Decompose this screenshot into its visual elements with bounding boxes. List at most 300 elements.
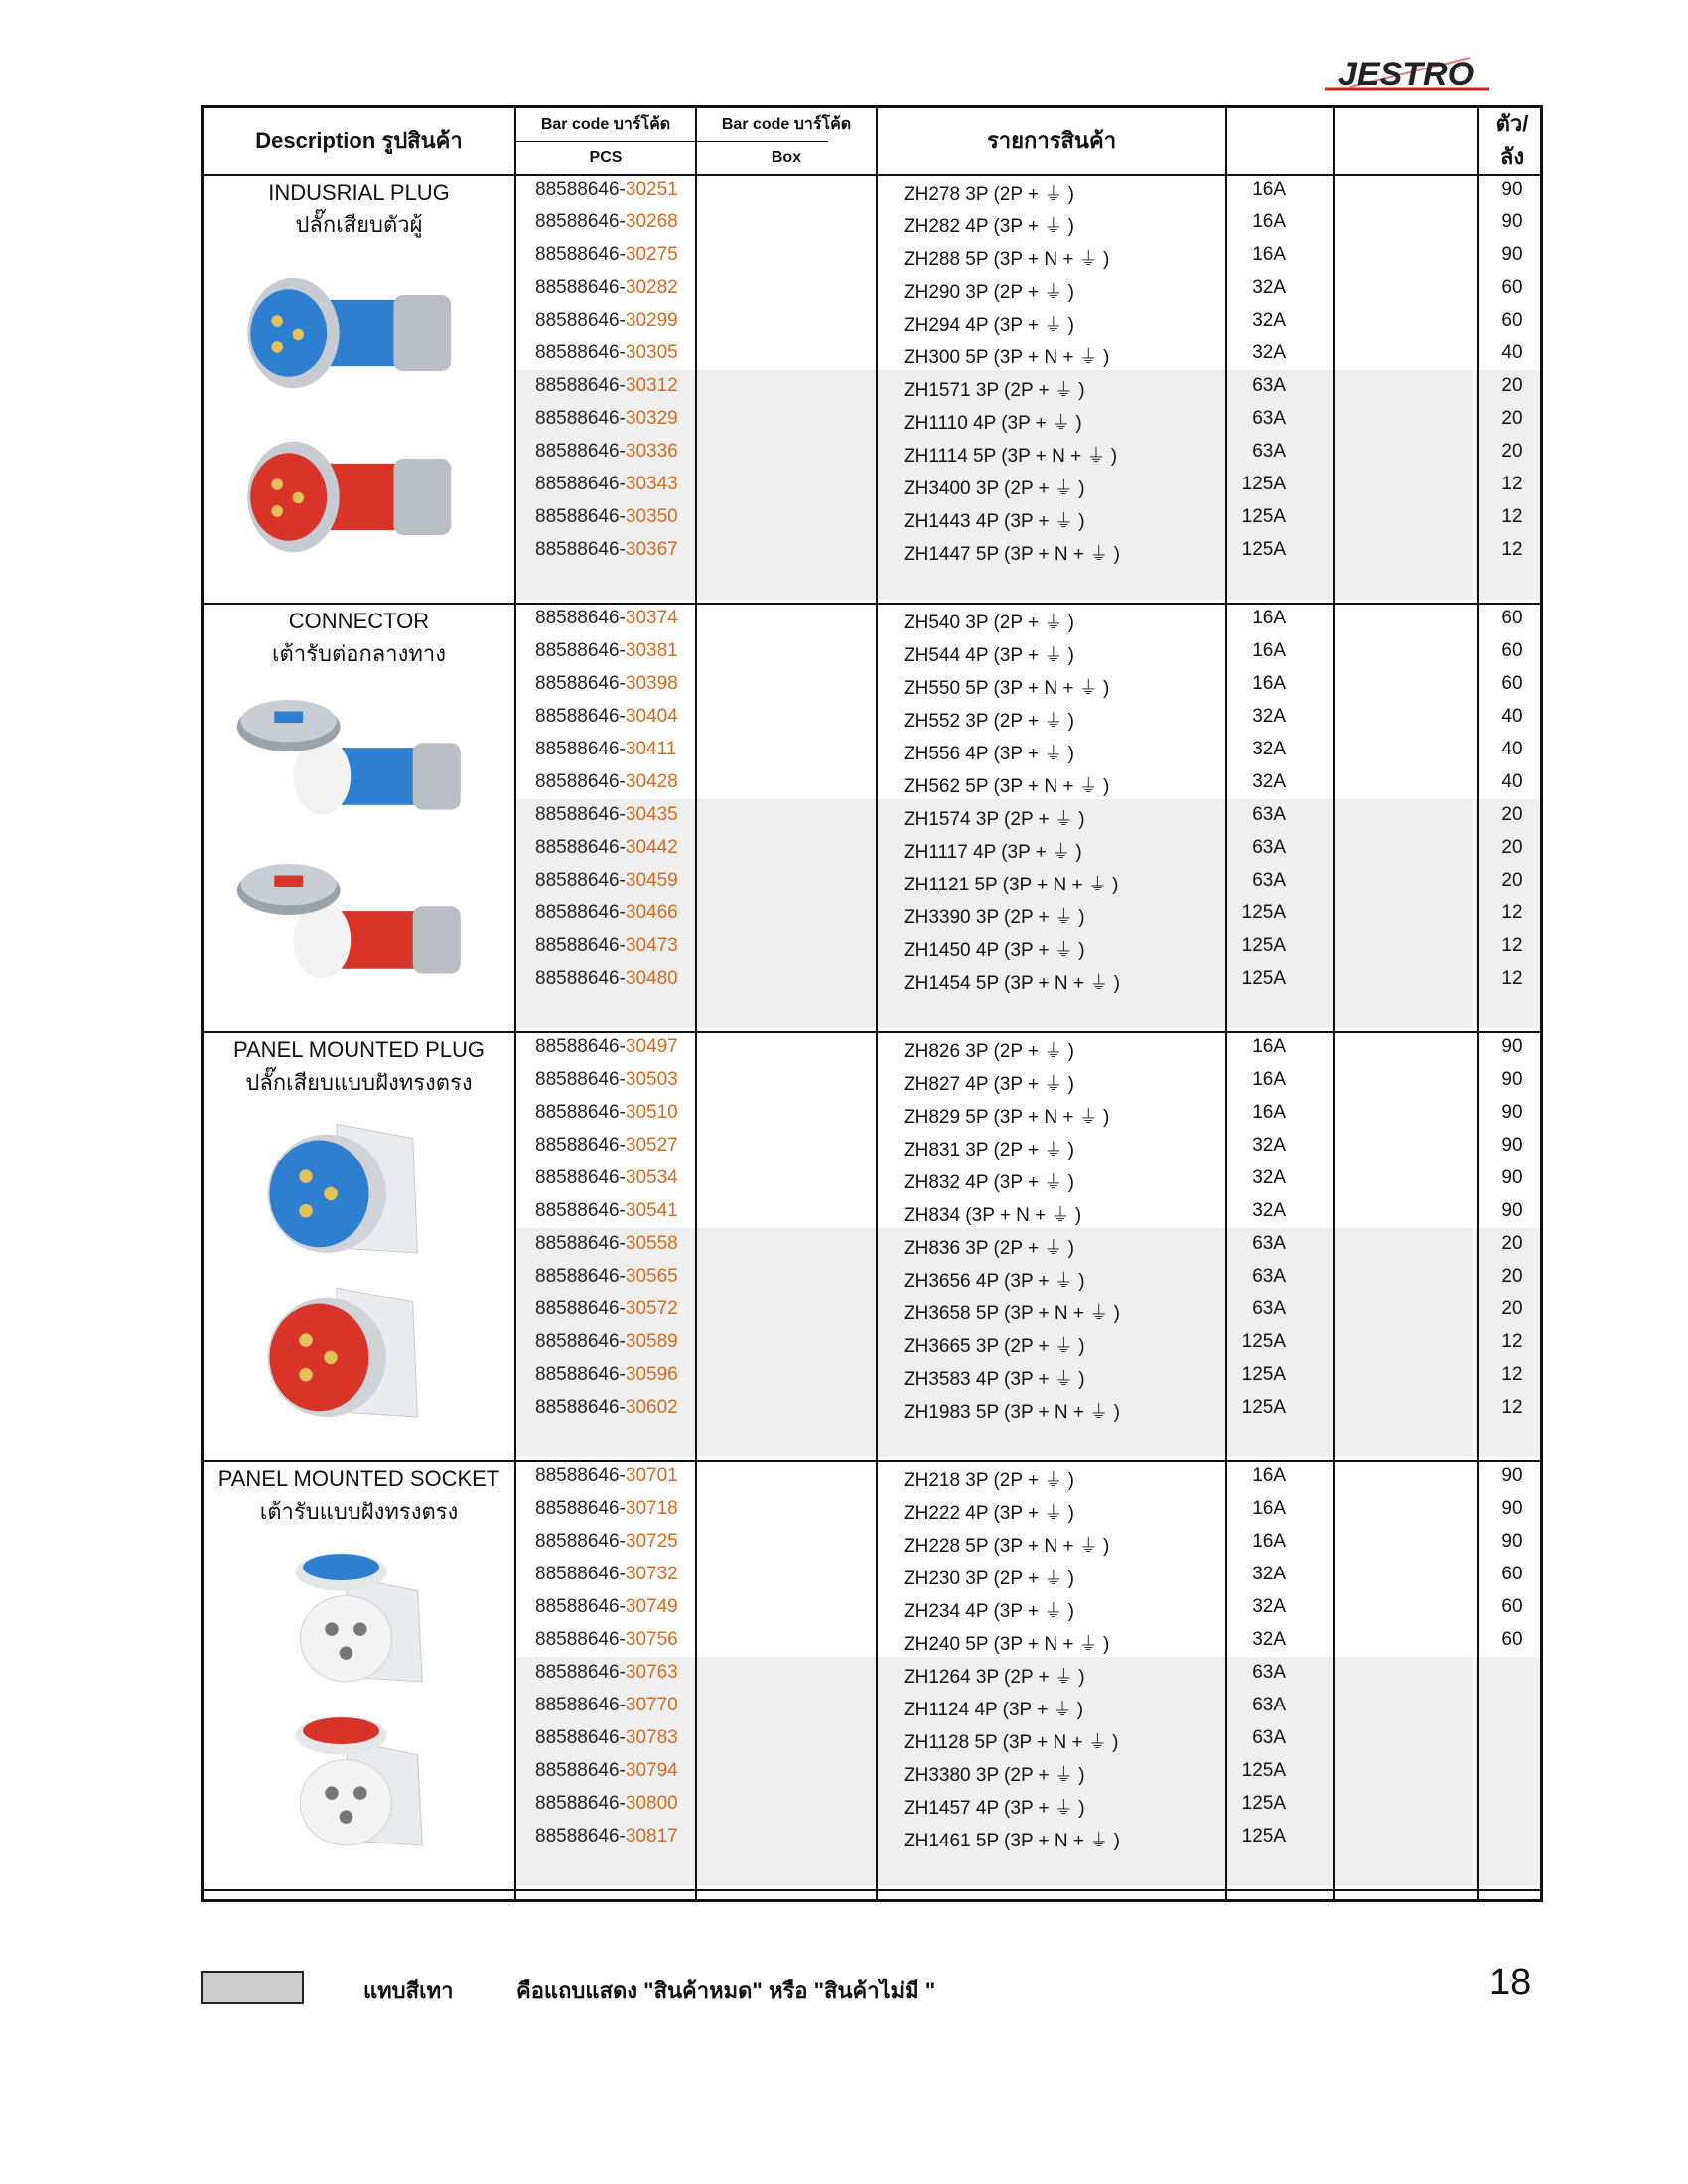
barcode-suffix: 30411 xyxy=(625,739,677,759)
barcode-suffix: 30381 xyxy=(625,640,678,661)
barcode-suffix: 30275 xyxy=(625,244,678,265)
barcode-pcs xyxy=(535,804,678,826)
product-row xyxy=(204,206,1540,239)
quantity-per-case: 90 xyxy=(1501,1102,1523,1123)
barcode-suffix: 30428 xyxy=(625,771,678,792)
barcode-pcs xyxy=(535,506,678,528)
product-row xyxy=(204,799,1540,832)
barcode-prefix: 88588646- xyxy=(535,1364,626,1385)
barcode-pcs xyxy=(535,211,678,233)
barcode-prefix: 88588646- xyxy=(535,1760,626,1781)
barcode-prefix: 88588646- xyxy=(535,968,626,989)
barcode-prefix: 88588646- xyxy=(535,1036,626,1057)
barcode-prefix: 88588646- xyxy=(535,1069,626,1090)
ampere: 16A xyxy=(1252,1465,1286,1486)
product-row xyxy=(204,832,1540,865)
model-spec: ZH836 3P (2P + ⏚ ) xyxy=(904,1238,1074,1259)
section-divider xyxy=(204,1889,1540,1891)
product-row xyxy=(204,1755,1540,1788)
section-title: PANEL MOUNTED PLUG xyxy=(232,1037,486,1062)
model-spec: ZH278 3P (2P + ⏚ ) xyxy=(904,184,1074,205)
model-spec: ZH1264 3P (2P + ⏚ ) xyxy=(904,1667,1085,1688)
model-spec: ZH282 4P (3P + ⏚ ) xyxy=(904,216,1074,237)
quantity-per-case: 12 xyxy=(1501,474,1523,494)
header-barcode-box: Bar code บาร์โค้ด xyxy=(721,115,852,133)
barcode-pcs xyxy=(535,1564,678,1585)
barcode-pcs xyxy=(535,640,678,662)
legend-swatch xyxy=(201,1971,304,2004)
barcode-prefix: 88588646- xyxy=(535,1298,626,1319)
barcode-prefix: 88588646- xyxy=(535,837,626,858)
ampere: 63A xyxy=(1252,375,1286,396)
product-row xyxy=(204,1690,1540,1722)
model-spec: ZH1110 4P (3P + ⏚ ) xyxy=(904,413,1082,434)
product-row xyxy=(204,1821,1540,1853)
product-row xyxy=(204,1064,1540,1097)
ampere: 16A xyxy=(1252,179,1286,200)
header-pcs: PCS xyxy=(589,148,623,166)
product-row xyxy=(204,897,1540,930)
barcode-suffix: 30534 xyxy=(625,1167,678,1188)
quantity-per-case: 60 xyxy=(1501,608,1523,628)
ampere: 32A xyxy=(1252,1200,1286,1221)
barcode-prefix: 88588646- xyxy=(535,1465,626,1486)
barcode-pcs xyxy=(535,1662,678,1684)
ampere: 125A xyxy=(1241,1826,1286,1846)
barcode-prefix: 88588646- xyxy=(535,1826,626,1846)
product-row xyxy=(204,436,1540,469)
barcode-pcs xyxy=(535,179,678,201)
quantity-per-case: 90 xyxy=(1501,1465,1523,1486)
barcode-pcs xyxy=(535,1266,678,1288)
barcode-pcs xyxy=(535,1397,678,1419)
barcode-suffix: 30732 xyxy=(625,1564,678,1584)
ampere: 125A xyxy=(1241,968,1286,989)
quantity-per-case: 60 xyxy=(1501,1629,1523,1650)
barcode-prefix: 88588646- xyxy=(535,1629,626,1650)
barcode-pcs xyxy=(535,1298,678,1320)
barcode-pcs xyxy=(535,1102,678,1124)
section-divider xyxy=(204,1460,1540,1462)
barcode-pcs xyxy=(535,968,678,990)
barcode-suffix: 30770 xyxy=(625,1695,678,1715)
page-number: 18 xyxy=(1489,1962,1532,2003)
barcode-pcs xyxy=(535,408,678,430)
model-spec: ZH1450 4P (3P + ⏚ ) xyxy=(904,940,1085,961)
product-row xyxy=(204,1526,1540,1559)
model-spec: ZH228 5P (3P + N + ⏚ ) xyxy=(904,1536,1110,1557)
product-row xyxy=(204,1624,1540,1657)
product-section xyxy=(204,174,1540,603)
jestro-logo xyxy=(1321,50,1509,97)
barcode-suffix: 30343 xyxy=(625,474,678,494)
ampere: 16A xyxy=(1252,244,1286,265)
barcode-suffix: 30596 xyxy=(625,1364,678,1385)
model-spec: ZH1117 4P (3P + ⏚ ) xyxy=(904,842,1082,863)
barcode-suffix: 30602 xyxy=(625,1397,678,1418)
section-subtitle: ปลั๊กเสียบตัวผู้ xyxy=(295,212,423,237)
product-table xyxy=(201,105,1543,1902)
ampere: 32A xyxy=(1252,310,1286,331)
barcode-prefix: 88588646- xyxy=(535,277,626,298)
quantity-per-case: 12 xyxy=(1501,1397,1523,1418)
barcode-pcs xyxy=(535,673,678,695)
model-spec: ZH1983 5P (3P + N + ⏚ ) xyxy=(904,1402,1120,1423)
barcode-pcs xyxy=(535,277,678,299)
ampere: 125A xyxy=(1241,1760,1286,1781)
product-row xyxy=(204,1392,1540,1425)
product-row xyxy=(204,1195,1540,1228)
model-spec: ZH3400 3P (2P + ⏚ ) xyxy=(904,478,1085,499)
product-row xyxy=(204,1788,1540,1821)
barcode-prefix: 88588646- xyxy=(535,640,626,661)
barcode-prefix: 88588646- xyxy=(535,1695,626,1715)
product-row xyxy=(204,603,1540,635)
barcode-pcs xyxy=(535,1793,678,1815)
product-row xyxy=(204,1559,1540,1591)
model-spec: ZH294 4P (3P + ⏚ ) xyxy=(904,315,1074,336)
barcode-pcs xyxy=(535,1200,678,1222)
product-row xyxy=(204,1228,1540,1261)
barcode-suffix: 30329 xyxy=(625,408,678,429)
quantity-per-case: 60 xyxy=(1501,1564,1523,1584)
barcode-prefix: 88588646- xyxy=(535,342,626,363)
barcode-suffix: 30398 xyxy=(625,673,678,694)
barcode-pcs xyxy=(535,1498,678,1520)
ampere: 32A xyxy=(1252,1564,1286,1584)
header-box: Box xyxy=(771,148,802,166)
ampere: 125A xyxy=(1241,1331,1286,1352)
barcode-pcs xyxy=(535,1727,678,1749)
barcode-pcs xyxy=(535,474,678,495)
quantity-per-case: 12 xyxy=(1501,902,1523,923)
barcode-pcs xyxy=(535,342,678,364)
product-row xyxy=(204,766,1540,799)
barcode-prefix: 88588646- xyxy=(535,706,626,727)
barcode-prefix: 88588646- xyxy=(535,408,626,429)
model-spec: ZH240 5P (3P + N + ⏚ ) xyxy=(904,1634,1110,1655)
barcode-suffix: 30480 xyxy=(625,968,678,989)
product-row xyxy=(204,1162,1540,1195)
barcode-suffix: 30473 xyxy=(625,935,678,956)
product-section xyxy=(204,1031,1540,1460)
barcode-suffix: 30701 xyxy=(625,1465,678,1486)
section-title: INDUSRIAL PLUG xyxy=(268,180,450,205)
quantity-per-case: 12 xyxy=(1501,1364,1523,1385)
barcode-suffix: 30589 xyxy=(625,1331,678,1352)
ampere: 63A xyxy=(1252,1233,1286,1254)
ampere: 125A xyxy=(1241,1397,1286,1418)
header-per-case-1: ตัว/ xyxy=(1495,111,1529,137)
barcode-prefix: 88588646- xyxy=(535,1596,626,1617)
model-spec: ZH1571 3P (2P + ⏚ ) xyxy=(904,380,1085,401)
barcode-pcs xyxy=(535,1629,678,1651)
ampere: 32A xyxy=(1252,771,1286,792)
barcode-prefix: 88588646- xyxy=(535,1135,626,1156)
barcode-prefix: 88588646- xyxy=(535,1266,626,1287)
quantity-per-case: 90 xyxy=(1501,244,1523,265)
ampere: 32A xyxy=(1252,342,1286,363)
barcode-pcs xyxy=(535,1364,678,1386)
model-spec: ZH3380 3P (2P + ⏚ ) xyxy=(904,1765,1085,1786)
ampere: 125A xyxy=(1241,506,1286,527)
barcode-pcs xyxy=(535,441,678,463)
barcode-suffix: 30268 xyxy=(625,211,678,232)
barcode-pcs xyxy=(535,706,678,728)
barcode-prefix: 88588646- xyxy=(535,1662,626,1683)
product-row xyxy=(204,1130,1540,1162)
model-spec: ZH3665 3P (2P + ⏚ ) xyxy=(904,1336,1085,1357)
ampere: 63A xyxy=(1252,1727,1286,1748)
header-per-case-2: ลัง xyxy=(1499,144,1525,170)
model-spec: ZH1121 5P (3P + N + ⏚ ) xyxy=(904,875,1119,895)
product-row xyxy=(204,668,1540,701)
barcode-pcs xyxy=(535,1167,678,1189)
barcode-suffix: 30565 xyxy=(625,1266,678,1287)
barcode-suffix: 30558 xyxy=(625,1233,678,1254)
barcode-prefix: 88588646- xyxy=(535,1200,626,1221)
barcode-suffix: 30756 xyxy=(625,1629,678,1650)
quantity-per-case: 90 xyxy=(1501,1531,1523,1552)
quantity-per-case: 60 xyxy=(1501,310,1523,331)
ampere: 63A xyxy=(1252,441,1286,462)
model-spec: ZH834 (3P + N + ⏚ ) xyxy=(904,1205,1082,1226)
barcode-suffix: 30794 xyxy=(625,1760,678,1781)
product-row xyxy=(204,1722,1540,1755)
barcode-pcs xyxy=(535,1695,678,1716)
section-title: PANEL MOUNTED SOCKET xyxy=(217,1466,500,1491)
model-spec: ZH3658 5P (3P + N + ⏚ ) xyxy=(904,1303,1120,1324)
barcode-prefix: 88588646- xyxy=(535,310,626,331)
product-row xyxy=(204,239,1540,272)
ampere: 16A xyxy=(1252,1498,1286,1519)
model-spec: ZH831 3P (2P + ⏚ ) xyxy=(904,1140,1074,1160)
model-spec: ZH562 5P (3P + N + ⏚ ) xyxy=(904,776,1110,797)
product-row xyxy=(204,1031,1540,1064)
barcode-suffix: 30312 xyxy=(625,375,678,396)
quantity-per-case: 90 xyxy=(1501,211,1523,232)
barcode-suffix: 30783 xyxy=(625,1727,678,1748)
section-subtitle: เต้ารับแบบฝังทรงตรง xyxy=(259,1499,459,1524)
ampere: 125A xyxy=(1241,1364,1286,1385)
ampere: 32A xyxy=(1252,1596,1286,1617)
barcode-pcs xyxy=(535,1069,678,1091)
model-spec: ZH1114 5P (3P + N + ⏚ ) xyxy=(904,446,1118,467)
barcode-suffix: 30435 xyxy=(625,804,678,825)
quantity-per-case: 20 xyxy=(1501,1233,1523,1254)
barcode-pcs xyxy=(535,608,678,629)
model-spec: ZH1447 5P (3P + N + ⏚ ) xyxy=(904,544,1120,565)
barcode-suffix: 30367 xyxy=(625,539,678,560)
barcode-pcs xyxy=(535,539,678,561)
product-row xyxy=(204,1657,1540,1690)
barcode-suffix: 30251 xyxy=(625,179,678,200)
header-items: รายการสินค้า xyxy=(986,127,1117,153)
ampere: 32A xyxy=(1252,1167,1286,1188)
barcode-suffix: 30305 xyxy=(625,342,678,363)
model-spec: ZH827 4P (3P + ⏚ ) xyxy=(904,1074,1074,1095)
barcode-suffix: 30510 xyxy=(625,1102,678,1123)
ampere: 16A xyxy=(1252,211,1286,232)
ampere: 63A xyxy=(1252,1695,1286,1715)
quantity-per-case: 60 xyxy=(1501,1596,1523,1617)
barcode-suffix: 30442 xyxy=(625,837,678,858)
ampere: 16A xyxy=(1252,1531,1286,1552)
barcode-pcs xyxy=(535,739,676,760)
ampere: 32A xyxy=(1252,1629,1286,1650)
barcode-prefix: 88588646- xyxy=(535,870,626,890)
barcode-pcs xyxy=(535,1826,678,1847)
barcode-pcs xyxy=(535,1760,678,1782)
product-row xyxy=(204,534,1540,567)
model-spec: ZH1574 3P (2P + ⏚ ) xyxy=(904,809,1085,830)
barcode-prefix: 88588646- xyxy=(535,179,626,200)
ampere: 32A xyxy=(1252,739,1286,759)
quantity-per-case: 12 xyxy=(1501,935,1523,956)
product-row xyxy=(204,1493,1540,1526)
ampere: 63A xyxy=(1252,837,1286,858)
ampere: 63A xyxy=(1252,804,1286,825)
product-row xyxy=(204,469,1540,501)
barcode-prefix: 88588646- xyxy=(535,673,626,694)
barcode-pcs xyxy=(535,310,678,332)
quantity-per-case: 90 xyxy=(1501,1069,1523,1090)
barcode-suffix: 30718 xyxy=(625,1498,678,1519)
product-section xyxy=(204,603,1540,1031)
barcode-suffix: 30503 xyxy=(625,1069,678,1090)
barcode-prefix: 88588646- xyxy=(535,1397,626,1418)
quantity-per-case: 40 xyxy=(1501,771,1523,792)
model-spec: ZH3390 3P (2P + ⏚ ) xyxy=(904,907,1085,928)
section-subtitle: ปลั๊กเสียบแบบฝังทรงตรง xyxy=(245,1070,473,1095)
barcode-suffix: 30800 xyxy=(625,1793,678,1814)
barcode-suffix: 30763 xyxy=(625,1662,678,1683)
barcode-prefix: 88588646- xyxy=(535,1564,626,1584)
model-spec: ZH1443 4P (3P + ⏚ ) xyxy=(904,511,1085,532)
barcode-prefix: 88588646- xyxy=(535,539,626,560)
model-spec: ZH832 4P (3P + ⏚ ) xyxy=(904,1172,1074,1193)
model-spec: ZH290 3P (2P + ⏚ ) xyxy=(904,282,1074,303)
ampere: 125A xyxy=(1241,902,1286,923)
product-row xyxy=(204,403,1540,436)
brand-name: JESTRO xyxy=(1338,56,1475,93)
product-row xyxy=(204,501,1540,534)
ampere: 16A xyxy=(1252,673,1286,694)
product-row xyxy=(204,174,1540,206)
product-row xyxy=(204,1261,1540,1294)
barcode-pcs xyxy=(535,837,678,859)
product-row xyxy=(204,272,1540,305)
barcode-pcs xyxy=(535,1135,678,1157)
ampere: 16A xyxy=(1252,1102,1286,1123)
model-spec: ZH300 5P (3P + N + ⏚ ) xyxy=(904,347,1110,368)
quantity-per-case: 20 xyxy=(1501,837,1523,858)
model-spec: ZH288 5P (3P + N + ⏚ ) xyxy=(904,249,1110,270)
quantity-per-case: 90 xyxy=(1501,1036,1523,1057)
ampere: 32A xyxy=(1252,706,1286,727)
ampere: 125A xyxy=(1241,474,1286,494)
barcode-prefix: 88588646- xyxy=(535,1727,626,1748)
barcode-suffix: 30497 xyxy=(625,1036,678,1057)
ampere: 16A xyxy=(1252,640,1286,661)
quantity-per-case: 60 xyxy=(1501,277,1523,298)
barcode-suffix: 30374 xyxy=(625,608,678,628)
section-title: CONNECTOR xyxy=(288,609,430,633)
quantity-per-case: 20 xyxy=(1501,1266,1523,1287)
ampere: 125A xyxy=(1241,1793,1286,1814)
quantity-per-case: 60 xyxy=(1501,673,1523,694)
barcode-prefix: 88588646- xyxy=(535,804,626,825)
barcode-pcs xyxy=(535,870,678,891)
model-spec: ZH1124 4P (3P + ⏚ ) xyxy=(904,1700,1084,1720)
product-row xyxy=(204,635,1540,668)
model-spec: ZH829 5P (3P + N + ⏚ ) xyxy=(904,1107,1110,1128)
barcode-suffix: 30749 xyxy=(625,1596,678,1617)
model-spec: ZH1457 4P (3P + ⏚ ) xyxy=(904,1798,1085,1819)
product-row xyxy=(204,1359,1540,1392)
barcode-pcs xyxy=(535,1531,678,1553)
product-section xyxy=(204,1460,1540,1889)
model-spec: ZH550 5P (3P + N + ⏚ ) xyxy=(904,678,1110,699)
quantity-per-case: 40 xyxy=(1501,739,1523,759)
barcode-suffix: 30282 xyxy=(625,277,678,298)
quantity-per-case: 40 xyxy=(1501,706,1523,727)
barcode-prefix: 88588646- xyxy=(535,1102,626,1123)
quantity-per-case: 20 xyxy=(1501,870,1523,890)
product-row xyxy=(204,734,1540,766)
product-row xyxy=(204,1294,1540,1326)
barcode-pcs xyxy=(535,771,678,793)
product-row xyxy=(204,1460,1540,1493)
barcode-prefix: 88588646- xyxy=(535,375,626,396)
barcode-suffix: 30466 xyxy=(625,902,678,923)
section-divider xyxy=(204,1031,1540,1033)
barcode-pcs xyxy=(535,244,678,266)
model-spec: ZH1454 5P (3P + N + ⏚ ) xyxy=(904,973,1120,994)
barcode-prefix: 88588646- xyxy=(535,1167,626,1188)
barcode-prefix: 88588646- xyxy=(535,739,626,759)
ampere: 32A xyxy=(1252,1135,1286,1156)
model-spec: ZH3583 4P (3P + ⏚ ) xyxy=(904,1369,1085,1390)
barcode-suffix: 30299 xyxy=(625,310,678,331)
model-spec: ZH1461 5P (3P + N + ⏚ ) xyxy=(904,1831,1120,1851)
ampere: 63A xyxy=(1252,408,1286,429)
model-spec: ZH1128 5P (3P + N + ⏚ ) xyxy=(904,1732,1119,1753)
model-spec: ZH234 4P (3P + ⏚ ) xyxy=(904,1601,1074,1622)
quantity-per-case: 12 xyxy=(1501,1331,1523,1352)
quantity-per-case: 40 xyxy=(1501,342,1523,363)
product-row xyxy=(204,865,1540,897)
barcode-prefix: 88588646- xyxy=(535,441,626,462)
barcode-pcs xyxy=(535,1596,678,1618)
barcode-suffix: 30404 xyxy=(625,706,678,727)
barcode-prefix: 88588646- xyxy=(535,1233,626,1254)
quantity-per-case: 12 xyxy=(1501,506,1523,527)
legend-meaning: คือแถบแสดง "สินค้าหมด" หรือ "สินค้าไม่มี " xyxy=(516,1979,936,2003)
barcode-suffix: 30336 xyxy=(625,441,678,462)
quantity-per-case: 90 xyxy=(1501,179,1523,200)
section-divider xyxy=(204,603,1540,605)
ampere: 16A xyxy=(1252,608,1286,628)
ampere: 32A xyxy=(1252,277,1286,298)
quantity-per-case: 12 xyxy=(1501,539,1523,560)
model-spec: ZH222 4P (3P + ⏚ ) xyxy=(904,1503,1074,1524)
ampere: 63A xyxy=(1252,1298,1286,1319)
barcode-pcs xyxy=(535,935,678,957)
barcode-suffix: 30725 xyxy=(625,1531,678,1552)
model-spec: ZH544 4P (3P + ⏚ ) xyxy=(904,645,1074,666)
barcode-prefix: 88588646- xyxy=(535,935,626,956)
